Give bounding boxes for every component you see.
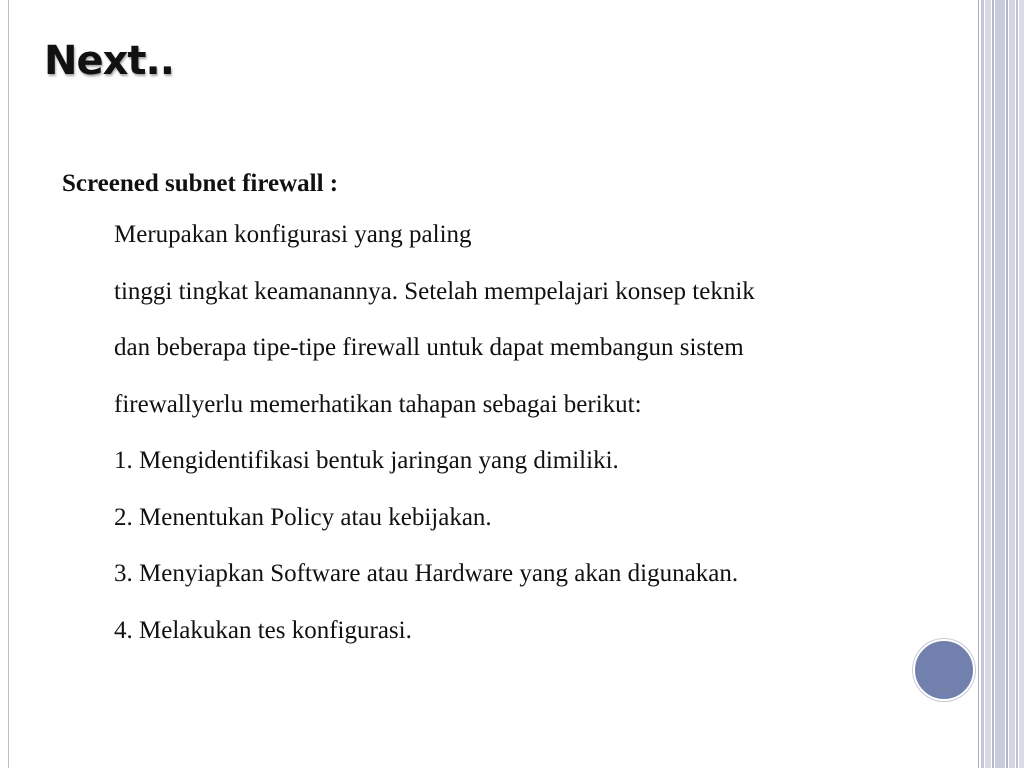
body-line: firewallyerlu memerhatikan tahapan sebagai berikut: [114,390,642,418]
decor-stripe [1016,0,1018,768]
decor-stripe [1006,0,1008,768]
decor-stripe [1009,0,1015,768]
decorative-circle [913,639,975,701]
decor-stripe [981,0,984,768]
decor-stripe [985,0,991,768]
body-line: Merupakan konfigurasi yang paling [114,221,472,248]
decor-stripe [978,0,979,768]
body-line: tinggi tingkat keamanannya. Setelah mempelajari konsep teknik [114,277,755,305]
section-heading: Screened subnet firewall : [62,170,339,197]
slide-body [62,160,942,659]
decor-stripe [992,0,994,768]
decor-stripe [995,0,1005,768]
list-item: 3. Menyiapkan Software atau Hardware yang akan digunakan. [114,560,739,587]
list-item: 4. Melakukan tes konfigurasi. [114,616,412,644]
decor-stripe [1019,0,1024,768]
list-item: 2. Menentukan Policy atau kebijakan. [114,503,492,531]
slide-title: Next.. [44,38,174,84]
list-item: 1. Mengidentifikasi bentuk jaringan yang dimiliki. [114,447,619,474]
body-line: dan beberapa tipe-tipe firewall untuk dapat membangun sistem [114,334,744,361]
left-border-line [8,0,9,768]
